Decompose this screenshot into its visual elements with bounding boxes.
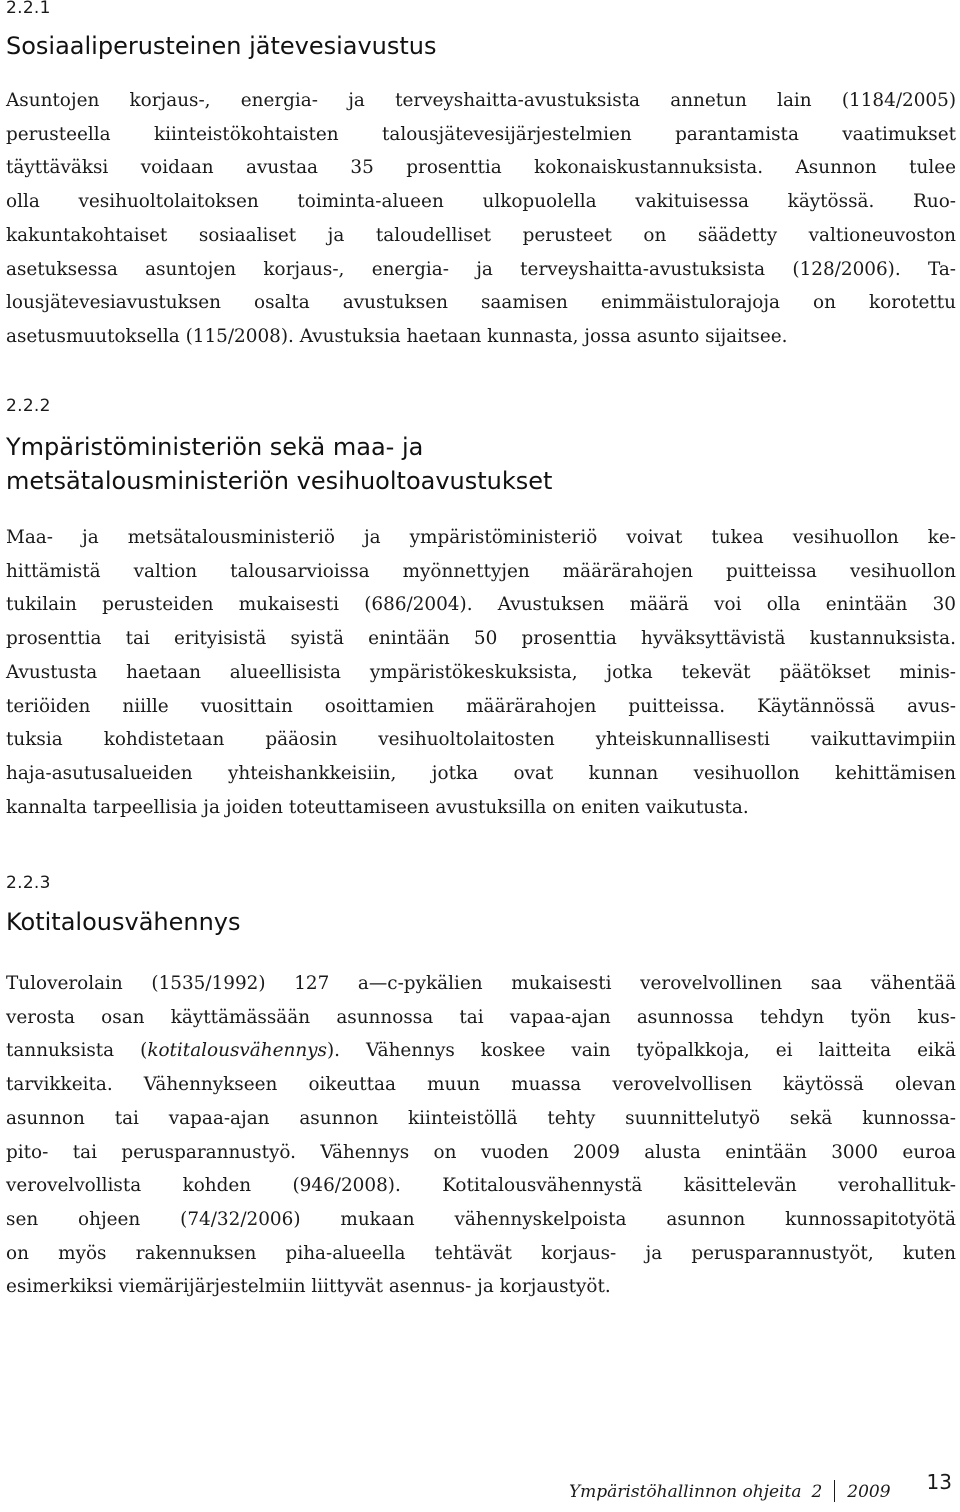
section-number: 2.2.3: [6, 873, 51, 893]
text-line: täyttäväksi voidaan avustaa 35 prosenttia kokonaiskustannuksista. Asunnon tulee: [6, 157, 956, 179]
text-line: asetusmuutoksella (115/2008). Avustuksia haetaan kunnasta, jossa asunto sijaitsee.: [6, 325, 788, 347]
section-paragraph: [6, 84, 956, 354]
text-line: asunnon tai vapaa-ajan asunnon kiinteistöllä tehty suunnittelutyö sekä kunnossa-: [6, 1107, 956, 1129]
italic-term: kotitalousvähennys: [147, 1040, 327, 1062]
text-line: prosenttia tai erityisistä syistä enintään 50 prosenttia hyväksyttävistä kustannuksista.: [6, 628, 956, 650]
text-line: haja-asutusalueiden yhteishankkeisiin, jotka ovat kunnan vesihuollon kehittämisen: [6, 762, 956, 784]
text-line: Tuloverolain (1535/1992) 127 a—c-pykälien mukaisesti verovelvollinen saa vähentää: [6, 973, 956, 994]
text-line: verovelvollista kohden (946/2008). Kotitalousvähennystä käsittelevän verohallituk-: [6, 1175, 956, 1197]
text-line: hittämistä valtion talousarvioissa myönnettyjen määrärahojen puitteissa vesihuollon: [6, 560, 956, 582]
text-line: lousjätevesiavustuksen osalta avustuksen saamisen enimmäistulorajoja on korotettu: [6, 292, 956, 314]
section-title-line: metsätalousministeriön vesihuoltoavustukset: [6, 467, 553, 495]
text-line: esimerkiksi viemärijärjestelmiin liittyvät asennus- ja korjaustyöt.: [6, 1276, 611, 1298]
publication-year: 2009: [847, 1482, 891, 1502]
section-number: 2.2.1: [6, 0, 51, 18]
text-line: perusteella kiinteistökohtaisten talousjätevesijärjestelmien parantamista vaatimukset: [6, 123, 956, 145]
footer-divider: [834, 1480, 835, 1502]
section-title: [6, 430, 552, 498]
text-line: teriöiden niille vuosittain osoittamien määrärahojen puitteissa. Käytännössä avus-: [6, 695, 956, 717]
text-line: olla vesihuoltolaitoksen toiminta-alueen ulkopuolella vakituisessa käytössä. Ruo-: [6, 191, 956, 213]
text-fragment: tannuksista (: [6, 1040, 148, 1062]
text-line: asetuksessa asuntojen korjaus-, energia- ja terveyshaitta-avustuksista (128/2006). Ta-: [6, 258, 956, 280]
text-line: sen ohjeen (74/32/2006) mukaan vähennyskelpoista asunnon kunnossapitotyötä: [6, 1208, 956, 1230]
section-number: 2.2.2: [6, 396, 51, 416]
section-paragraph: [6, 967, 956, 1304]
text-line: tuksia kohdistetaan pääosin vesihuoltolaitosten yhteiskunnallisesti vaikuttavimpiin: [6, 729, 956, 751]
section-paragraph: [6, 521, 956, 824]
text-line: Maa- ja metsätalousministeriö ja ympäristöministeriö voivat tukea vesihuollon ke-: [6, 527, 956, 548]
section-title: Sosiaaliperusteinen jätevesiavustus: [6, 32, 437, 60]
publication-name: Ympäristöhallinnon ohjeita: [568, 1482, 802, 1502]
text-line: tarvikkeita. Vähennykseen oikeuttaa muun muassa verovelvollisen käytössä olevan: [6, 1074, 956, 1096]
text-line: on myös rakennuksen piha-alueella tehtävät korjaus- ja perusparannustyöt, kuten: [6, 1242, 956, 1264]
section-title-line: Ympäristöministeriön sekä maa- ja: [6, 433, 424, 461]
text-line: verosta osan käyttämässään asunnossa tai vapaa-ajan asunnossa tehdyn työn kus-: [6, 1006, 956, 1028]
text-line: tukilain perusteiden mukaisesti (686/2004). Avustuksen määrä voi olla enintään 30: [6, 594, 956, 616]
page-footer: [568, 1470, 952, 1502]
text-line: kakuntakohtaiset sosiaaliset ja taloudelliset perusteet on säädetty valtioneuvoston: [6, 224, 956, 246]
issue-number: 2: [811, 1482, 823, 1502]
text-line: Avustusta haetaan alueellisista ympäristökeskuksista, jotka tekevät päätökset minis-: [6, 661, 956, 683]
text-line: kannalta tarpeellisia ja joiden toteuttamiseen avustuksilla on eniten vaikutusta.: [6, 796, 749, 818]
page-number: 13: [926, 1470, 952, 1494]
section-title: Kotitalousvähennys: [6, 908, 241, 936]
text-line: pito- tai perusparannustyö. Vähennys on vuoden 2009 alusta enintään 3000 euroa: [6, 1141, 956, 1163]
text-fragment: ). Vähennys koskee vain työpalkkoja, ei laitteita eikä: [327, 1040, 956, 1062]
text-line-with-italic: [6, 1034, 956, 1068]
text-line: Asuntojen korjaus-, energia- ja terveyshaitta-avustuksista annetun lain (1184/2005): [6, 90, 956, 111]
